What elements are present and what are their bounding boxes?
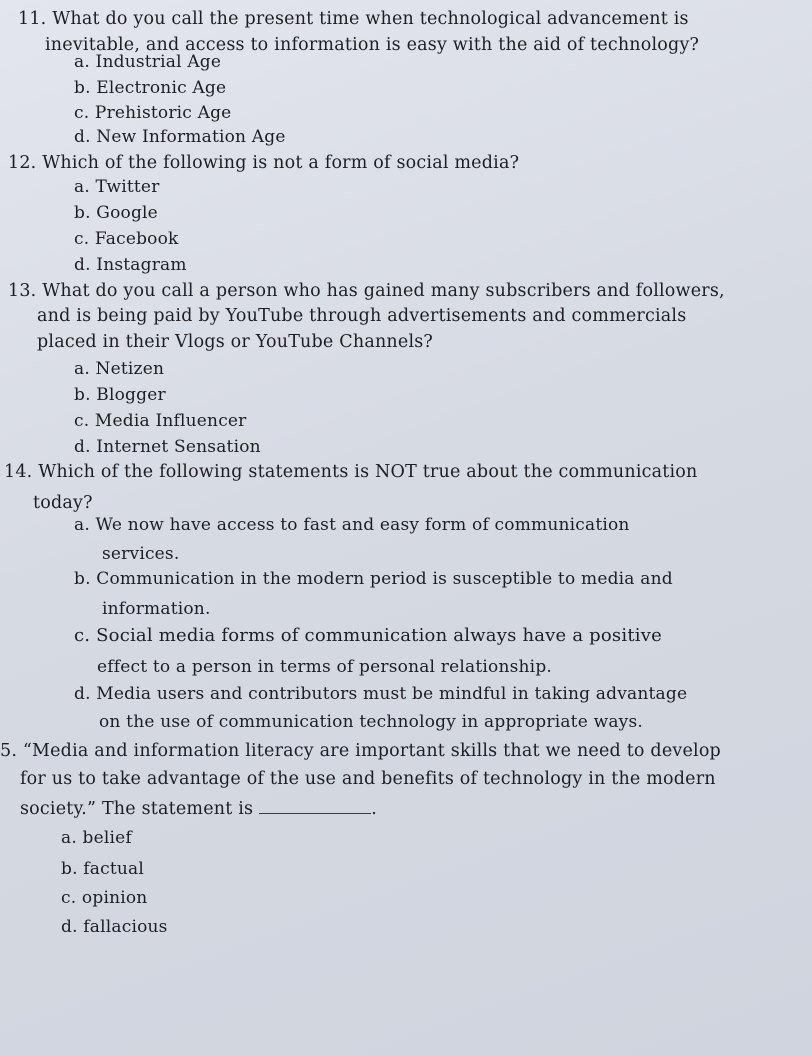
question-14-option-a-line-2: services. xyxy=(102,544,180,564)
question-12-option-b: b. Google xyxy=(74,203,158,223)
answer-blank xyxy=(259,799,371,814)
question-15-end-mark: . xyxy=(371,799,377,819)
question-15-option-b: b. factual xyxy=(61,859,144,879)
question-14-option-b-line-1: b. Communication in the modern period is susceptible to media and xyxy=(74,569,673,589)
question-11-line-2: inevitable, and access to information is easy with the aid of technology? xyxy=(45,35,700,55)
question-13-option-d: d. Internet Sensation xyxy=(74,437,261,457)
question-14-line-1: 14. Which of the following statements is NOT true about the communication xyxy=(4,462,698,482)
question-13-option-c: c. Media Influencer xyxy=(74,411,247,431)
question-11-option-d: d. New Information Age xyxy=(74,127,286,147)
question-13-line-3: placed in their Vlogs or YouTube Channels? xyxy=(37,332,434,352)
question-13-line-2: and is being paid by YouTube through advertisements and commercials xyxy=(37,306,687,326)
question-15-option-c: c. opinion xyxy=(61,888,148,908)
question-14-option-d-line-1: d. Media users and contributors must be mindful in taking advantage xyxy=(74,684,688,704)
question-13-line-1: 13. What do you call a person who has gained many subscribers and followers, xyxy=(8,281,725,301)
question-14-option-b-line-2: information. xyxy=(102,599,211,619)
question-15-line-1: 5. “Media and information literacy are important skills that we need to develop xyxy=(0,741,721,761)
question-12-option-d: d. Instagram xyxy=(74,255,187,275)
question-15-line-3-text: society.” The statement is xyxy=(20,799,254,819)
question-14-option-a-line-1: a. We now have access to fast and easy form of communication xyxy=(74,515,630,535)
question-14-option-c-line-1: c. Social media forms of communication always have a positive xyxy=(74,625,662,646)
question-11-line-1: 11. What do you call the present time when technological advancement is xyxy=(18,9,689,29)
question-15-option-a: a. belief xyxy=(61,828,132,848)
question-11-option-b: b. Electronic Age xyxy=(74,78,227,98)
question-15-option-d: d. fallacious xyxy=(61,917,168,937)
question-15-line-3 xyxy=(20,798,377,820)
question-11-option-c: c. Prehistoric Age xyxy=(74,103,232,123)
question-11-option-a: a. Industrial Age xyxy=(74,52,222,72)
question-15-line-2: for us to take advantage of the use and benefits of technology in the modern xyxy=(20,769,716,789)
question-12-option-a: a. Twitter xyxy=(74,177,160,197)
question-12-option-c: c. Facebook xyxy=(74,229,179,249)
question-14-option-c-line-2: effect to a person in terms of personal relationship. xyxy=(97,657,552,677)
question-13-option-b: b. Blogger xyxy=(74,385,166,405)
question-14-line-2: today? xyxy=(33,493,93,513)
question-12-line-1: 12. Which of the following is not a form of social media? xyxy=(8,153,520,173)
question-13-option-a: a. Netizen xyxy=(74,359,165,379)
question-14-option-d-line-2: on the use of communication technology in appropriate ways. xyxy=(99,712,643,732)
